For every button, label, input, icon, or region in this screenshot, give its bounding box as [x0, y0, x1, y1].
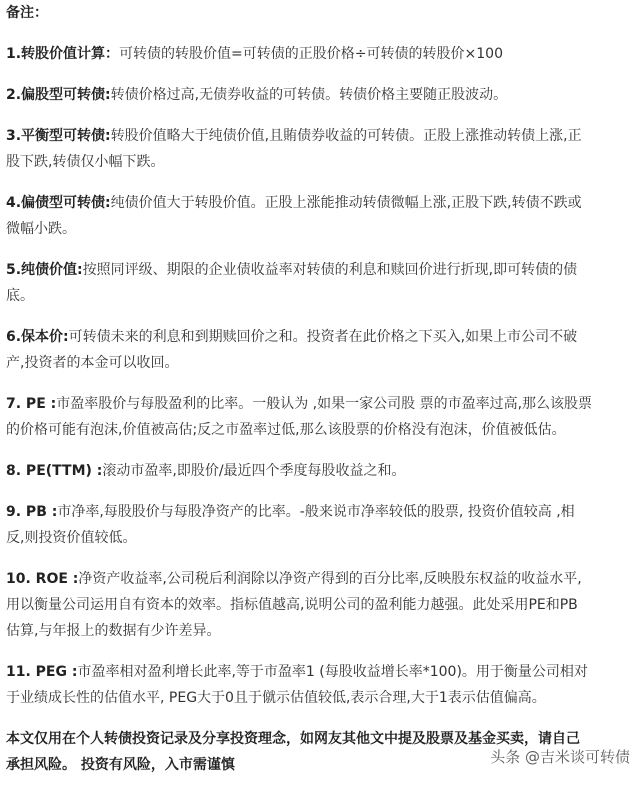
- definition-line: [6, 417, 636, 443]
- definition-item: [6, 659, 636, 711]
- definition-line: [6, 41, 636, 67]
- definition-item: [6, 458, 636, 484]
- definition-line: [6, 257, 636, 283]
- definition-line: [6, 659, 636, 685]
- definition-term: 4.偏债型可转债:: [6, 195, 111, 211]
- definition-list: [6, 41, 636, 711]
- definition-text: 按照同评级、期限的企业债收益率对转债的利息和赎回价进行折现,即可转债的债: [82, 262, 578, 278]
- definition-text: 底。: [6, 288, 34, 304]
- definition-term: 3.平衡型可转债:: [6, 128, 111, 144]
- definition-line: [6, 324, 636, 350]
- definition-item: [6, 123, 636, 175]
- definition-item: [6, 391, 636, 443]
- definition-term: 7. PE :: [6, 396, 57, 412]
- definition-text: 的价格可能有泡沫,价值被高估;反之市盈率过低,那么该股票的价格没有泡沫，价值被低估。: [6, 422, 566, 438]
- definition-term: 5.纯债价值:: [6, 262, 83, 278]
- definition-term: 11. PEG :: [6, 664, 78, 680]
- definition-line: [6, 618, 636, 644]
- notes-heading: 备注：: [6, 5, 48, 21]
- definition-item: [6, 82, 636, 108]
- definition-text: 股下跌,转债仅小幅下跌。: [6, 154, 165, 170]
- definition-text: 滚动市盈率,即股价/最近四个季度每股收益之和。: [102, 463, 406, 479]
- definition-term: 6.保本价:: [6, 329, 69, 345]
- definition-line: [6, 82, 636, 108]
- document-body: [6, 0, 636, 793]
- definition-line: [6, 391, 636, 417]
- definition-text: 市盈率相对盈利增长此率,等于市盈率1 (每股收益增长率*100)。用于衡量公司相对: [77, 664, 588, 680]
- notes-heading-block: [6, 0, 636, 26]
- definition-line: [6, 685, 636, 711]
- definition-text: 市净率,每股股价与每股净资产的比率。-般来说市净率较低的股票, 投资价值较高 ,相: [57, 504, 575, 520]
- definition-line: [6, 123, 636, 149]
- definition-text: 转股价值略大于纯债价值,且賄债券收益的可转债。正股上涨推动转债上涨,正: [110, 128, 582, 144]
- definition-term: 10. ROE :: [6, 571, 79, 587]
- definition-item: [6, 566, 636, 644]
- definition-text: 用以衡量公司运用自有资本的效率。指标值越高,说明公司的盈利能力越强。此处采用PE和PB: [6, 597, 578, 613]
- definition-line: [6, 458, 636, 484]
- definition-item: [6, 41, 636, 67]
- definition-term: 8. PE(TTM) :: [6, 463, 103, 479]
- disclaimer-line: 承担风险。 投资有风险，入市需谨慎: [6, 757, 235, 773]
- definition-item: [6, 324, 636, 376]
- definition-line: [6, 190, 636, 216]
- definition-text: 产,投资者的本金可以收回。: [6, 355, 179, 371]
- definition-text: 反,则投资价值较低。: [6, 530, 137, 546]
- definition-line: [6, 149, 636, 175]
- watermark: 头条 @吉米谈可转债: [490, 748, 630, 766]
- definition-text: 微幅小跌。: [6, 221, 76, 237]
- definition-item: [6, 257, 636, 309]
- definition-text: 市盈率股价与每股盈利的比率。一般认为 ,如果一家公司股 票的市盈率过高,那么该股票: [56, 396, 593, 412]
- definition-text: 可转债的转股价值=可转债的正股价格÷可转债的转股价×100: [119, 46, 503, 62]
- definition-line: [6, 566, 636, 592]
- definition-text: 估算,与年报上的数据有少许差异。: [6, 623, 221, 639]
- definition-item: [6, 190, 636, 242]
- definition-text: 净资产收益率,公司税后利润除以净资产得到的百分比率,反映股东权益的收益水平,: [78, 571, 582, 587]
- definition-line: [6, 525, 636, 551]
- definition-text: 于业绩成长性的估值水平, PEG大于0且于僦示估值较低,表示合理,大于1表示估值偏高。: [6, 690, 546, 706]
- definition-term: 1.转股价值计算：: [6, 46, 120, 62]
- definition-line: [6, 592, 636, 618]
- definition-line: [6, 350, 636, 376]
- definition-line: [6, 283, 636, 309]
- definition-line: [6, 499, 636, 525]
- definition-text: 转债价格过高,无债券收益的可转债。转债价格主要随正股波动。: [110, 87, 508, 103]
- definition-text: 可转债未来的利息和到期赎回价之和。投资者在此价格之下买入,如果上市公司不破: [68, 329, 578, 345]
- definition-term: 2.偏股型可转债:: [6, 87, 111, 103]
- definition-term: 9. PB :: [6, 504, 58, 520]
- definition-line: [6, 216, 636, 242]
- definition-item: [6, 499, 636, 551]
- definition-text: 纯债价值大于转股价值。正股上涨能推动转债微幅上涨,正股下跌,转债不跌或: [110, 195, 582, 211]
- disclaimer-line: 本文仅用在个人转债投资记录及分享投资理念，如网友其他文中提及股票及基金买卖，请自己: [6, 731, 580, 747]
